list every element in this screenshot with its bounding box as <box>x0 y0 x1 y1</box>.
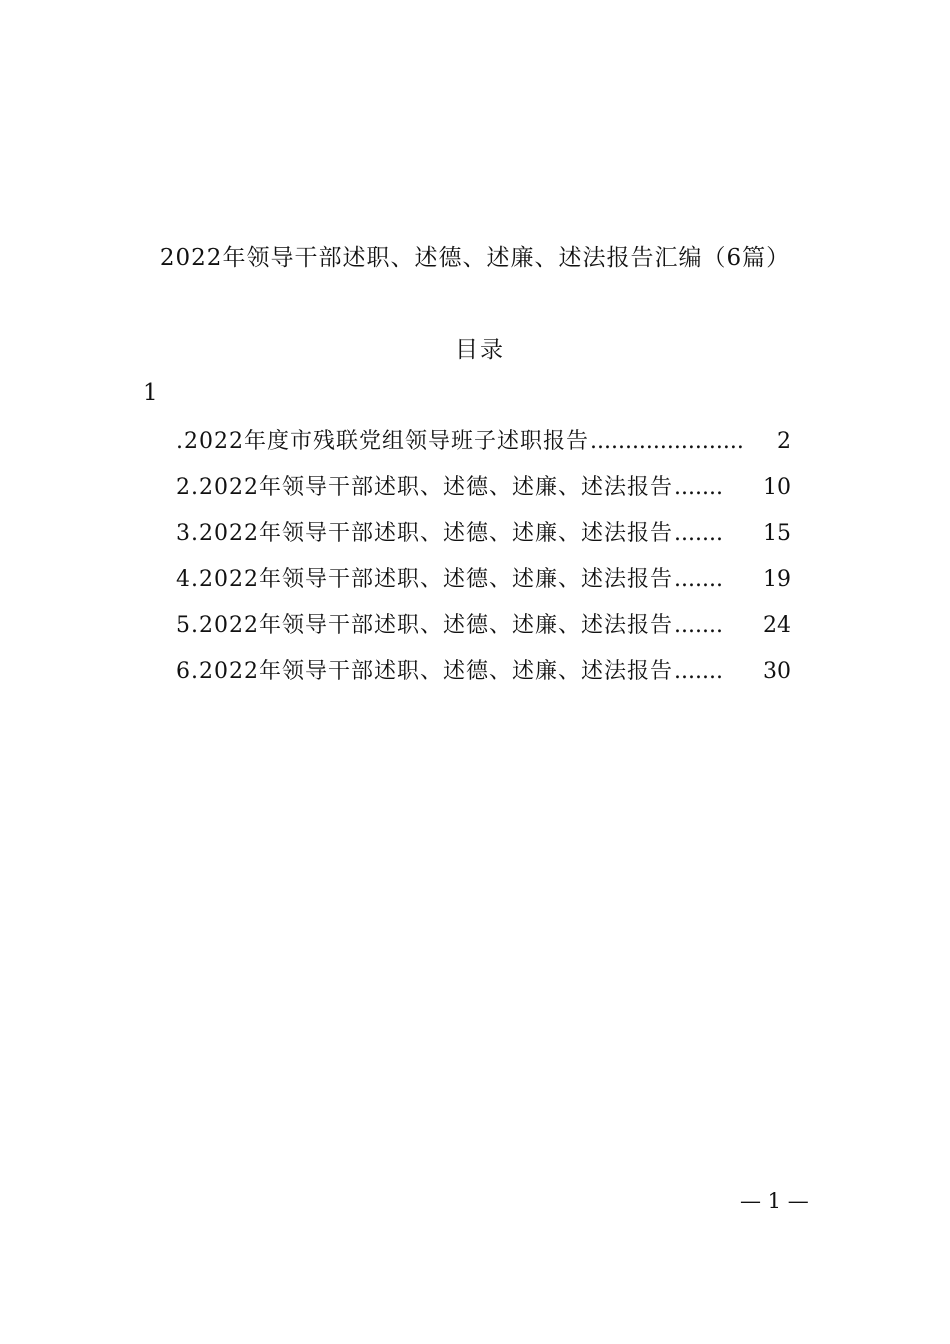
toc-entry-leader: ....... <box>673 521 723 546</box>
toc-entry-text: 3.2022年领导干部述职、述德、述廉、述法报告 <box>176 521 673 546</box>
toc-entry-leader: ....... <box>673 613 723 638</box>
toc-entry-1[interactable] <box>176 424 791 470</box>
toc-entry-page: 30 <box>763 659 791 684</box>
toc-entry-2[interactable] <box>176 470 791 516</box>
toc-entry-text: .2022年度市残联党组领导班子述职报告 <box>176 429 589 454</box>
page-number-footer: — 1 — <box>740 1189 809 1213</box>
stray-number: 1 <box>143 380 158 406</box>
toc-entry-text: 2.2022年领导干部述职、述德、述廉、述法报告 <box>176 475 673 500</box>
toc-entry-page: 19 <box>763 567 791 592</box>
toc-entry-text: 4.2022年领导干部述职、述德、述廉、述法报告 <box>176 567 673 592</box>
toc-entry-6[interactable] <box>176 654 791 700</box>
table-of-contents <box>176 424 791 700</box>
toc-entry-5[interactable] <box>176 608 791 654</box>
toc-entry-4[interactable] <box>176 562 791 608</box>
toc-heading: 目录 <box>455 337 505 363</box>
document-title: 2022年领导干部述职、述德、述廉、述法报告汇编（6篇） <box>159 245 791 271</box>
toc-entry-leader: ....... <box>673 567 723 592</box>
toc-entry-page: 10 <box>763 475 791 500</box>
toc-entry-page: 24 <box>763 613 791 638</box>
toc-entry-page: 15 <box>763 521 791 546</box>
toc-entry-leader: ....... <box>673 659 723 684</box>
toc-entry-text: 5.2022年领导干部述职、述德、述廉、述法报告 <box>176 613 673 638</box>
toc-entry-leader: ...................... <box>589 429 744 454</box>
toc-entry-leader: ....... <box>673 475 723 500</box>
toc-entry-text: 6.2022年领导干部述职、述德、述廉、述法报告 <box>176 659 673 684</box>
toc-entry-3[interactable] <box>176 516 791 562</box>
toc-entry-page: 2 <box>777 429 791 454</box>
